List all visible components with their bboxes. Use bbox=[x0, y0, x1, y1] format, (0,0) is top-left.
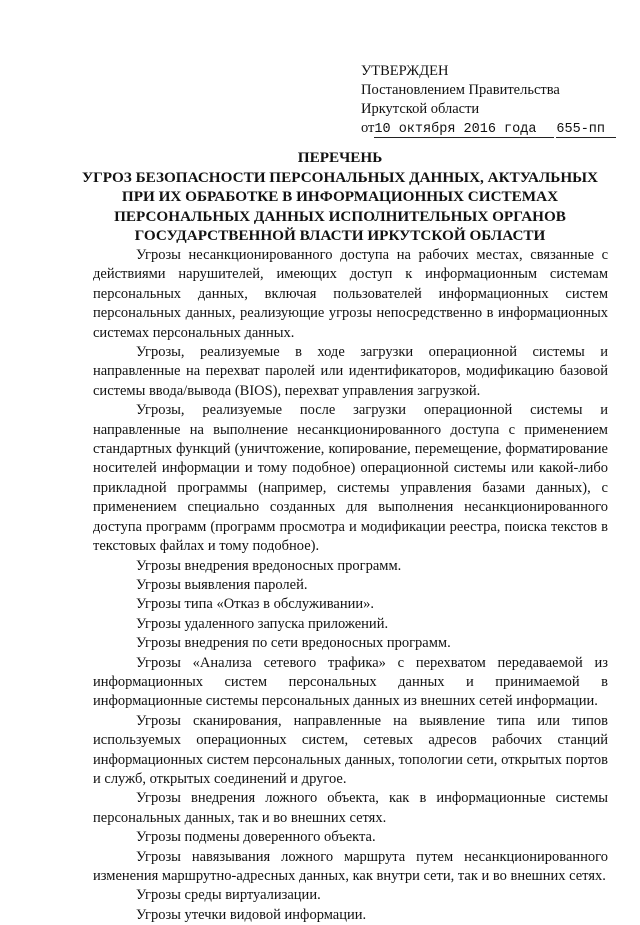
paragraph: Угрозы внедрения ложного объекта, как в информационные системы персональных данных, так и во внешних сетях. bbox=[93, 790, 608, 826]
approval-authority: Постановлением Правительства bbox=[361, 82, 560, 98]
paragraph: Угрозы типа «Отказ в обслуживании». bbox=[136, 596, 374, 613]
threat-list bbox=[93, 246, 608, 925]
approval-word: УТВЕРЖДЕН bbox=[361, 63, 449, 79]
paragraph: Угрозы внедрения по сети вредоносных программ. bbox=[136, 635, 451, 652]
title-subtitle-line: УГРОЗ БЕЗОПАСНОСТИ ПЕРСОНАЛЬНЫХ ДАННЫХ, АКТУАЛЬНЫХ bbox=[81, 168, 599, 186]
paragraph: Угрозы внедрения вредоносных программ. bbox=[136, 557, 402, 574]
paragraph: Угрозы, реализуемые после загрузки операционной системы и направленные на выполнение несанкционированного доступа с применением стандартных функций (уничтожение, копирование, перемещение, форматирование носителей информации и тому подобное) операционной системы или какой-либо прикладной программы (например, системы управления базами данных), с применением специально созданных для выполнения несанкционированного доступа программ (программ просмотра и модификации реестра, поиска текстов в текстовых файлах и тому подобное). bbox=[93, 402, 608, 555]
approval-region: Иркутской области bbox=[361, 101, 480, 117]
title-subtitle-line: ГОСУДАРСТВЕННОЙ ВЛАСТИ ИРКУТСКОЙ ОБЛАСТИ bbox=[134, 227, 546, 244]
paragraph: Угрозы навязывания ложного маршрута путем несанкционированного изменения маршрутно-адресных данных, как внутри сети, так и во внешних сетях. bbox=[93, 848, 608, 884]
paragraph: Угрозы подмены доверенного объекта. bbox=[136, 829, 376, 846]
approval-date-line bbox=[361, 119, 621, 138]
approval-date: 10 октября 2016 года bbox=[374, 123, 554, 138]
title-subtitle-line: ПРИ ИХ ОБРАБОТКЕ В ИНФОРМАЦИОННЫХ СИСТЕМАХ bbox=[121, 188, 559, 205]
paragraph: Угрозы несанкционированного доступа на рабочих местах, связанные с действиями нарушителей, имеющих доступ к информационным системам персональных данных, включая пользователей информационных систем персональных данных, реализующие угрозы непосредственно в информационных системах персональных данных. bbox=[93, 247, 608, 341]
paragraph: Угрозы «Анализа сетевого трафика» с перехватом передаваемой из информационных систем персональных данных и принимаемой в информационные системы персональных данных из внешних сетей информации. bbox=[93, 654, 608, 710]
approval-number: 655-пп bbox=[556, 123, 616, 138]
paragraph: Угрозы среды виртуализации. bbox=[136, 887, 321, 904]
paragraph: Угрозы удаленного запуска приложений. bbox=[136, 615, 389, 632]
paragraph: Угрозы сканирования, направленные на выявление типа или типов используемых операционных систем, сетевых адресов рабочих станций информационных систем персональных данных, топологии сети, открытых портов и служб, открытых соединений и другое. bbox=[93, 712, 608, 787]
paragraph: Угрозы выявления паролей. bbox=[136, 576, 308, 593]
approval-stamp bbox=[361, 62, 621, 138]
approval-date-prefix: от bbox=[361, 120, 375, 136]
paragraph: Угрозы, реализуемые в ходе загрузки операционной системы и направленные на перехват паролей или идентификаторов, модификацию базовой системы ввода/вывода (BIOS), перехват управления загрузкой. bbox=[93, 344, 608, 399]
title-subtitle-line: ПЕРСОНАЛЬНЫХ ДАННЫХ ИСПОЛНИТЕЛЬНЫХ ОРГАНОВ bbox=[114, 207, 566, 225]
paragraph: Угрозы утечки видовой информации. bbox=[136, 906, 367, 923]
document-title bbox=[60, 148, 620, 246]
title-heading: ПЕРЕЧЕНЬ bbox=[297, 149, 383, 166]
